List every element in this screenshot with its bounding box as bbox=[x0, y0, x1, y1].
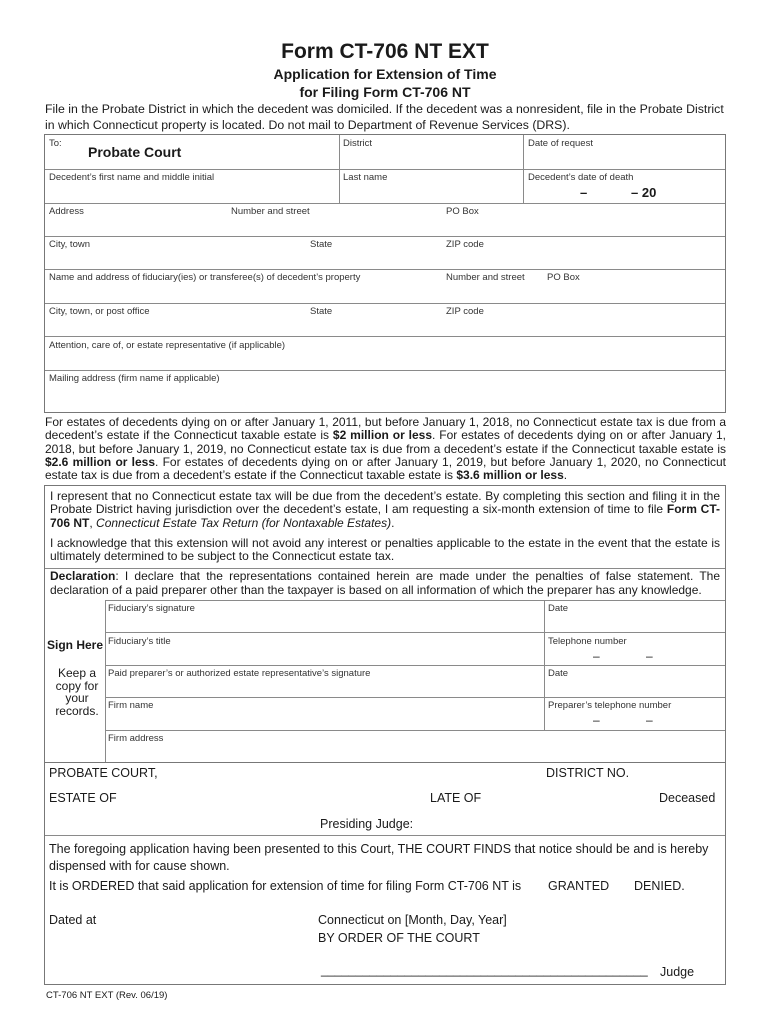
decedent-first-name-label: Decedent’s first name and middle initial bbox=[49, 172, 215, 183]
district-no-label: DISTRICT NO. bbox=[546, 766, 630, 780]
estate-tax-notice: For estates of decedents dying on or after January 1, 2011, but before January 1, 2018, no Connecticut estate tax is due from a decedent’s estate if the Connecticut taxable estate is $2 million or less. For estates of decedents dying on or after January 1, 2018, but before January 1, 2019, no Connecticut estate tax is due from a decedent’s estate if the Connecticut taxable estate is $2.6 million or less. For estates of decedents dying on or after January 1, 2019, but before January 1, 2020, no Connecticut estate tax is due from a decedent’s estate if the Connecticut taxable estate is $3.6 million or less. bbox=[45, 415, 726, 483]
granted-option[interactable]: GRANTED bbox=[548, 879, 610, 893]
state-label-2: State bbox=[310, 306, 333, 317]
presiding-judge-label: Presiding Judge: bbox=[320, 817, 414, 831]
attention-care-of-label: Attention, care of, or estate representative (if applicable) bbox=[49, 340, 286, 351]
fiduciary-name-label: Name and address of fiduciary(ies) or transferee(s) of decedent’s property bbox=[49, 272, 361, 283]
decedent-last-name-field[interactable] bbox=[340, 183, 522, 202]
state-label: State bbox=[310, 239, 333, 250]
telephone-number-label: Telephone number bbox=[548, 636, 627, 647]
fiduciary-title-label: Fiduciary’s title bbox=[108, 636, 171, 647]
fiduciary-signature-date-field[interactable] bbox=[545, 614, 724, 631]
date-of-request-label: Date of request bbox=[528, 138, 593, 149]
probate-court-label: PROBATE COURT, bbox=[49, 766, 158, 780]
preparer-signature-field[interactable] bbox=[106, 679, 543, 696]
decedent-address-field[interactable] bbox=[46, 217, 724, 235]
connecticut-on-date-label: Connecticut on [Month, Day, Year] bbox=[318, 913, 507, 927]
firm-address-field[interactable] bbox=[106, 744, 724, 761]
form-title: Form CT-706 NT EXT bbox=[281, 40, 489, 63]
telephone-dash-1: – bbox=[593, 649, 600, 663]
fiduciary-title-field[interactable] bbox=[106, 647, 543, 664]
to-label: To: bbox=[49, 138, 62, 149]
fiduciary-number-street-label: Number and street bbox=[446, 272, 525, 283]
telephone-dash-2: – bbox=[646, 649, 653, 663]
date-of-death-dash: – bbox=[580, 185, 588, 200]
court-finding-text: The foregoing application having been presented to this Court, THE COURT FINDS that notice should be and is hereby dispensed with for cause shown. bbox=[49, 842, 709, 873]
firm-name-field[interactable] bbox=[106, 711, 543, 729]
judge-signature-line[interactable]: _______________________________________________ bbox=[321, 963, 648, 977]
address-label: Address bbox=[49, 206, 84, 217]
judge-label: Judge bbox=[660, 965, 695, 979]
estate-of-label: ESTATE OF bbox=[49, 791, 117, 805]
date-of-death-label: Decedent’s date of death bbox=[528, 172, 634, 183]
fiduciary-signature-label: Fiduciary’s signature bbox=[108, 603, 195, 614]
denied-option[interactable]: DENIED. bbox=[634, 879, 685, 893]
city-post-office-label: City, town, or post office bbox=[49, 306, 150, 317]
preparer-date-label: Date bbox=[548, 668, 569, 679]
keep-copy-note: Keep a copy for your records. bbox=[55, 666, 99, 718]
zip-code-label-2: ZIP code bbox=[446, 306, 484, 317]
preparer-telephone-dash-2: – bbox=[646, 713, 653, 727]
fiduciary-po-box-label: PO Box bbox=[547, 272, 580, 283]
decedent-first-name-field[interactable] bbox=[46, 183, 338, 202]
fiduciary-name-address-field[interactable] bbox=[46, 283, 724, 302]
decedent-info-section bbox=[44, 134, 726, 413]
probate-court-section bbox=[44, 763, 726, 985]
sign-here-label: Sign Here bbox=[46, 638, 103, 652]
mailing-address-label: Mailing address (firm name if applicable) bbox=[49, 373, 220, 384]
court-order-text: It is ORDERED that said application for extension of time for filing Form CT-706 NT is bbox=[49, 879, 522, 893]
date-of-request-field[interactable] bbox=[524, 149, 724, 168]
form-subtitle-line1: Application for Extension of Time bbox=[273, 66, 497, 82]
attention-care-of-field[interactable] bbox=[46, 351, 724, 369]
to-court-value: Probate Court bbox=[88, 144, 182, 160]
po-box-label: PO Box bbox=[446, 206, 479, 217]
preparer-signature-label: Paid preparer’s or authorized estate representative’s signature bbox=[108, 668, 371, 679]
decedent-last-name-label: Last name bbox=[343, 172, 388, 183]
by-order-of-court-label: BY ORDER OF THE COURT bbox=[318, 931, 480, 945]
district-label: District bbox=[343, 138, 373, 149]
filing-instructions: File in the Probate District in which the decedent was domiciled. If the decedent was a nonresident, file in the Probate District in which Connecticut property is located. Do not mail to Department of Revenue Services (DRS). bbox=[45, 102, 724, 132]
declaration-signature-section bbox=[44, 485, 726, 763]
preparer-telephone-label: Preparer’s telephone number bbox=[548, 700, 672, 711]
preparer-date-field[interactable] bbox=[545, 679, 724, 696]
date-of-death-year: – 20 bbox=[631, 185, 657, 200]
mailing-address-field[interactable] bbox=[46, 385, 724, 411]
declaration-text: Declaration: I declare that the representations contained herein are made under the penalties of false statement. The declaration of a paid preparer other than the taxpayer is based on all information of which the preparer has any knowledge. bbox=[50, 569, 720, 597]
number-street-label: Number and street bbox=[231, 206, 310, 217]
firm-address-label: Firm address bbox=[108, 733, 164, 744]
representation-text: I represent that no Connecticut estate tax will be due from the decedent’s estate. By completing this section and filing it in the Probate District having jurisdiction over the decedent’s estate, I am requesting a six-month extension of time to file Form CT-706 NT, Connecticut Estate Tax Return (for Nontaxable Estates). bbox=[50, 489, 720, 530]
city-town-label: City, town bbox=[49, 239, 91, 250]
deceased-label: Deceased bbox=[659, 791, 716, 805]
telephone-number-field[interactable] bbox=[545, 647, 724, 664]
fiduciary-signature-field[interactable] bbox=[106, 614, 543, 631]
zip-code-label: ZIP code bbox=[446, 239, 484, 250]
district-field[interactable] bbox=[340, 149, 522, 168]
acknowledgment-text: I acknowledge that this extension will not avoid any interest or penalties applicable to the estate in the event that the estate is ultimately determined to be subject to the Connecticut estate tax. bbox=[50, 536, 720, 564]
preparer-telephone-field[interactable] bbox=[545, 711, 724, 729]
form-revision: CT-706 NT EXT (Rev. 06/19) bbox=[46, 990, 168, 1001]
preparer-telephone-dash-1: – bbox=[593, 713, 600, 727]
late-of-label: LATE OF bbox=[430, 791, 482, 805]
firm-name-label: Firm name bbox=[108, 700, 154, 711]
fiduciary-city-state-zip-field[interactable] bbox=[46, 317, 724, 335]
dated-at-label: Dated at bbox=[49, 913, 97, 927]
decedent-city-state-zip-field[interactable] bbox=[46, 250, 724, 268]
signature-date-label: Date bbox=[548, 603, 569, 614]
form-subtitle-line2: for Filing Form CT-706 NT bbox=[299, 84, 471, 100]
